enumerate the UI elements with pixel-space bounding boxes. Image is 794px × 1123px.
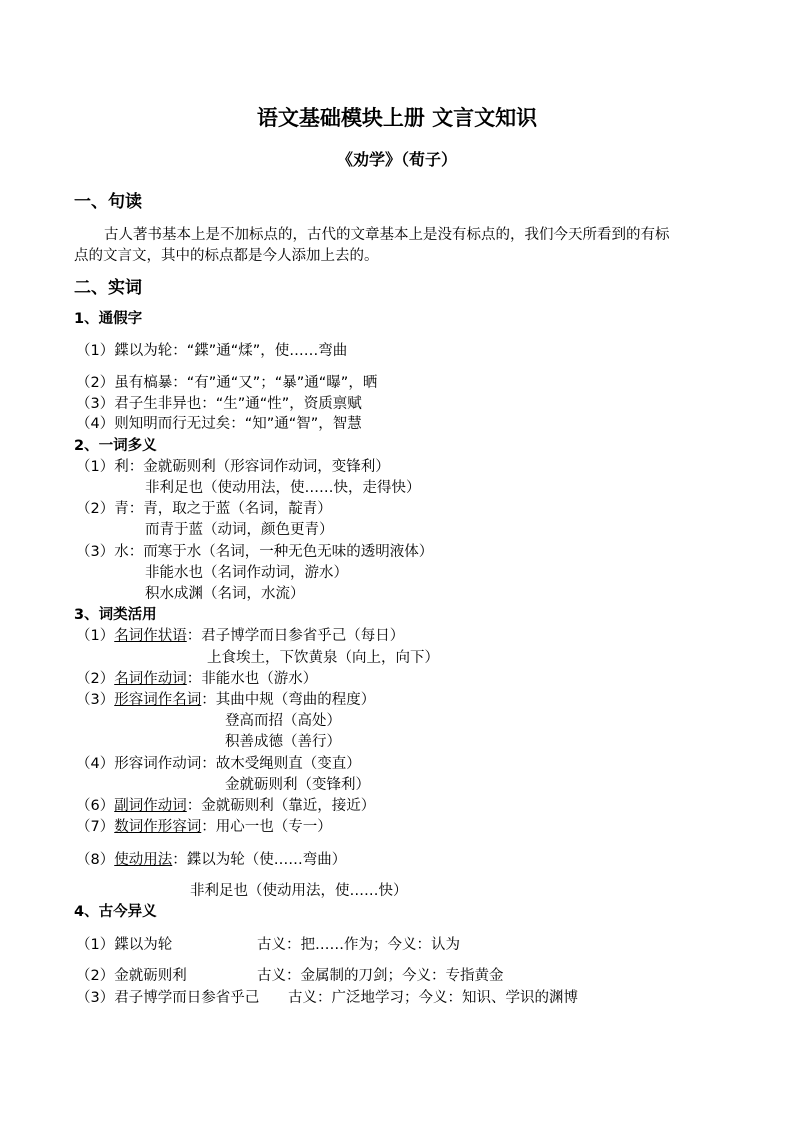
item-text: ：鍱以为轮（使……弯曲） — [172, 852, 347, 868]
term-underlined: 名词作状语 — [114, 628, 187, 644]
list-item: 非利足也（使动用法，使……快，走得快） — [145, 480, 421, 496]
list-item: 上食埃土，下饮黄泉（向上，向下） — [207, 650, 439, 666]
item-text: ：君子博学而日参省乎己（每日） — [186, 628, 405, 644]
item-number: （1） — [76, 628, 115, 644]
item-number: （6） — [76, 798, 115, 814]
term-underlined: 名词作动词 — [114, 671, 187, 687]
table-row-meaning: 古义：把……作为；今义：认为 — [257, 937, 460, 953]
item-number: （7） — [76, 819, 115, 835]
table-row-word: （1）鍱以为轮 — [76, 937, 173, 953]
list-item — [76, 626, 404, 646]
list-item: （3）君子生非异也：“生”通“性”，资质禀赋 — [76, 396, 362, 412]
list-item — [76, 690, 375, 710]
table-row-word: （2）金就砺则利 — [76, 968, 187, 984]
list-item — [76, 850, 346, 870]
section-heading-judou: 一、句读 — [74, 192, 142, 212]
item-text: ：金就砺则利（靠近，接近） — [186, 798, 376, 814]
subsection-heading-yiciduoyi: 2、一词多义 — [74, 438, 157, 454]
term-underlined: 使动用法 — [114, 852, 173, 868]
list-item: 非能水也（名词作动词，游水） — [145, 565, 348, 581]
list-item: 金就砺则利（变锋利） — [225, 777, 370, 793]
item-text: ：用心一也（专一） — [201, 819, 332, 835]
item-number: （2） — [76, 671, 115, 687]
list-item: 而青于蓝（动词，颜色更青） — [145, 522, 334, 538]
term-underlined: 数词作形容词 — [114, 819, 202, 835]
list-item: （4）则知明而行无过矣：“知”通“智”，智慧 — [76, 416, 362, 432]
page-title: 语文基础模块上册 文言文知识 — [256, 106, 538, 130]
item-text: ：非能水也（游水） — [186, 671, 318, 687]
list-item — [76, 817, 332, 837]
term-underlined: 副词作动词 — [114, 798, 187, 814]
subsection-heading-cileihuoyong: 3、词类活用 — [74, 607, 157, 623]
item-number: （3） — [76, 692, 115, 708]
section-heading-shici: 二、实词 — [74, 278, 142, 298]
list-item: （2）虽有槁暴：“有”通“又”；“暴”通“曝”，晒 — [76, 375, 378, 391]
item-number: （8） — [76, 852, 115, 868]
list-item: （2）青：青，取之于蓝（名词，靛青） — [76, 501, 332, 517]
list-item: 积善成德（善行） — [225, 734, 341, 750]
paragraph-line-2: 点的文言文，其中的标点都是今人添加上去的。 — [74, 248, 379, 264]
table-row-meaning: 古义：广泛地学习；今义：知识、学识的渊博 — [288, 990, 578, 1006]
subsection-heading-tongjiazi: 1、通假字 — [74, 311, 143, 327]
item-text: ：其曲中规（弯曲的程度） — [201, 692, 376, 708]
list-item — [76, 669, 317, 689]
page-subtitle: 《劝学》（荀子） — [336, 150, 457, 169]
list-item: （1）利：金就砺则利（形容词作动词，变锋利） — [76, 459, 390, 475]
paragraph-line-1: 古人著书基本上是不加标点的，古代的文章基本上是没有标点的，我们今天所看到的有标 — [104, 227, 670, 243]
table-row-word: （3）君子博学而日参省乎己 — [76, 990, 260, 1006]
list-item: （1）鍱以为轮：“鍱”通“煣”，使……弯曲 — [76, 343, 348, 359]
term-underlined: 形容词作名词 — [114, 692, 202, 708]
list-item: 登高而招（高处） — [225, 713, 341, 729]
list-item: 非利足也（使动用法，使……快） — [190, 883, 408, 899]
list-item: （4）形容词作动词：故木受绳则直（变直） — [76, 756, 361, 772]
list-item: （3）水：而寒于水（名词，一种无色无味的透明液体） — [76, 544, 434, 560]
list-item — [76, 796, 375, 816]
list-item: 积水成渊（名词，水流） — [145, 586, 305, 602]
table-row-meaning: 古义：金属制的刀剑；今义：专指黄金 — [257, 968, 504, 984]
subsection-heading-gujinyiyi: 4、古今异义 — [74, 904, 157, 920]
